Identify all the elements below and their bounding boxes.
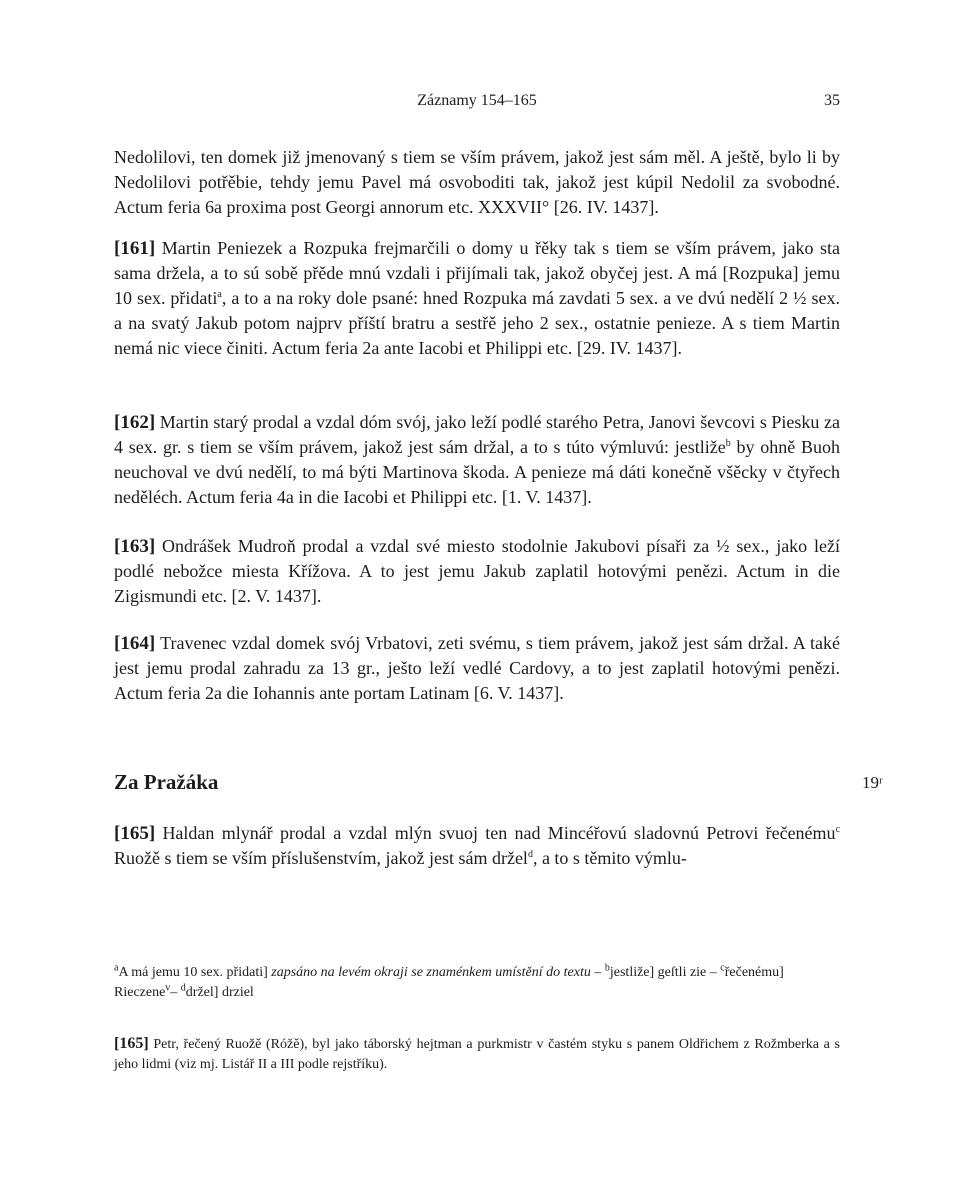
entry-number: [164]	[114, 633, 156, 654]
entry-text: Haldan mlynář prodal a vzdal mlýn svuoj ten nad Mincéřovú sladovnú Petrovi řečenému	[162, 823, 836, 843]
entry-text: Martin Peniezek a Rozpuka frejmarčili o domy u řěky tak s tiem se vším právem, jako sta sama držela, a to sú sobě přěde mnú vzdali i přijímali tak, jakož obyčej jest. A má [Rozpuka] jemu 10 sex. přidati	[114, 238, 840, 308]
entry-text: , a to s těmito výmlu-	[532, 848, 687, 868]
entry-number: [165]	[114, 1035, 149, 1052]
section-heading: Za Pražáka	[114, 770, 219, 794]
entry-165	[114, 821, 840, 871]
footnote-text: řečenému] Rieczene	[114, 965, 784, 1000]
entry-text: Travenec vzdal domek svój Vrbatovi, zeti svému, s tiem právem, jakož jest sám držal. A také jest jemu prodal zahradu za 13 gr., ješto leží vedlé Cardovy, a to jest zaplatil hotovými penězi. Actum feria 2a die Iohannis ante portam Latinam [6. V. 1437].	[114, 633, 840, 703]
page-number: 35	[824, 92, 840, 109]
footnote-separator: –	[590, 965, 605, 980]
entry-text: Ruožě s tiem se vším příslušenstvím, jakož jest sám držel	[114, 848, 528, 868]
continuation-paragraph	[114, 145, 840, 220]
entry-number: [165]	[114, 823, 156, 844]
folio-mark: 19ʳ	[862, 773, 883, 792]
footnote-mark: b	[604, 962, 610, 974]
footnote-mark: a	[217, 289, 222, 300]
running-head	[114, 92, 840, 114]
footnote-text: jestliže] geſtli zie	[609, 965, 707, 980]
footnote-sup: v	[165, 982, 171, 994]
entry-text: by ohně Buoh neuchoval ve dvú nedělí, to má býti Martinova škoda. A penieze má dáti konečně všěcky v čtyřech neděléch. Actum feria 4a in die Iacobi et Philippi etc. [1. V. 1437].	[114, 437, 840, 507]
entry-text: Martin starý prodal a vzdal dóm svój, jako leží podlé starého Petra, Janovi ševcovi s Piesku za 4 sex. gr. s tiem se vším právem, jakož jest sám držal, a to s túto výmluvú: jestliže	[114, 412, 840, 457]
entry-number: [161]	[114, 238, 156, 259]
entry-text: , a to a na roky dole psané: hned Rozpuka má zavdati 5 sex. a ve dvú nedělí 2 ½ sex. a na svatý Jakub potom najprv příští bratru a sestřě jeho 2 sex., ostatnie penieze. A s tiem Martin nemá nic viece činiti. Actum feria 2a ante Iacobi et Philippi etc. [29. IV. 1437].	[114, 288, 840, 358]
entry-number: [163]	[114, 536, 156, 557]
footnote-mark: c	[835, 824, 841, 835]
footnote-mark: a	[114, 962, 119, 974]
entry-162	[114, 410, 840, 510]
entry-163	[114, 534, 840, 609]
footnote-mark: b	[725, 438, 731, 449]
footnote-lemma: A má jemu 10 sex. přidati]	[118, 965, 268, 980]
footnote-mark: d	[527, 849, 533, 860]
footnote-note: zapsáno na levém okraji se znaménkem umístění do textu	[267, 965, 591, 980]
entry-161	[114, 236, 840, 361]
commentary-text: Petr, řečený Ruožě (Róžě), byl jako táborský hejtman a purkmistr v častém styku s panem Oldřichem z Rožmberka a s jeho lidmi (viz mj. Listář II a III podle rejstříku).	[114, 1037, 840, 1072]
entry-number: [162]	[114, 412, 156, 433]
footnote-separator: –	[170, 985, 181, 1000]
footnote-separator: –	[706, 965, 721, 980]
textual-footnotes	[114, 963, 840, 1003]
footnote-mark: d	[180, 982, 186, 994]
running-title: Záznamy 154–165	[417, 92, 537, 109]
continuation-text: Nedolilovi, ten domek již jmenovaný s tiem se vším právem, jakož jest sám měl. A ještě, bylo li by Nedolilovi potřěbie, tehdy jemu Pavel má osvoboditi tak, jakož jest kúpil Nedolil za svobodné. Actum feria 6a proxima post Georgi annorum etc. XXXVII° [26. IV. 1437].	[114, 147, 840, 217]
footnote-mark: c	[720, 962, 725, 974]
entry-164	[114, 631, 840, 706]
entry-text: Ondrášek Mudroň prodal a vzdal své miesto stodolnie Jakubovi písaři za ½ sex., jako leží podlé nebožce miesta Křížova. A to jest jemu Jakub zaplatil hotovými penězi. Actum in die Zigismundi etc. [2. V. 1437].	[114, 536, 840, 606]
commentary-note-165	[114, 1020, 840, 1089]
footnote-text: držel] drziel	[185, 985, 254, 1000]
